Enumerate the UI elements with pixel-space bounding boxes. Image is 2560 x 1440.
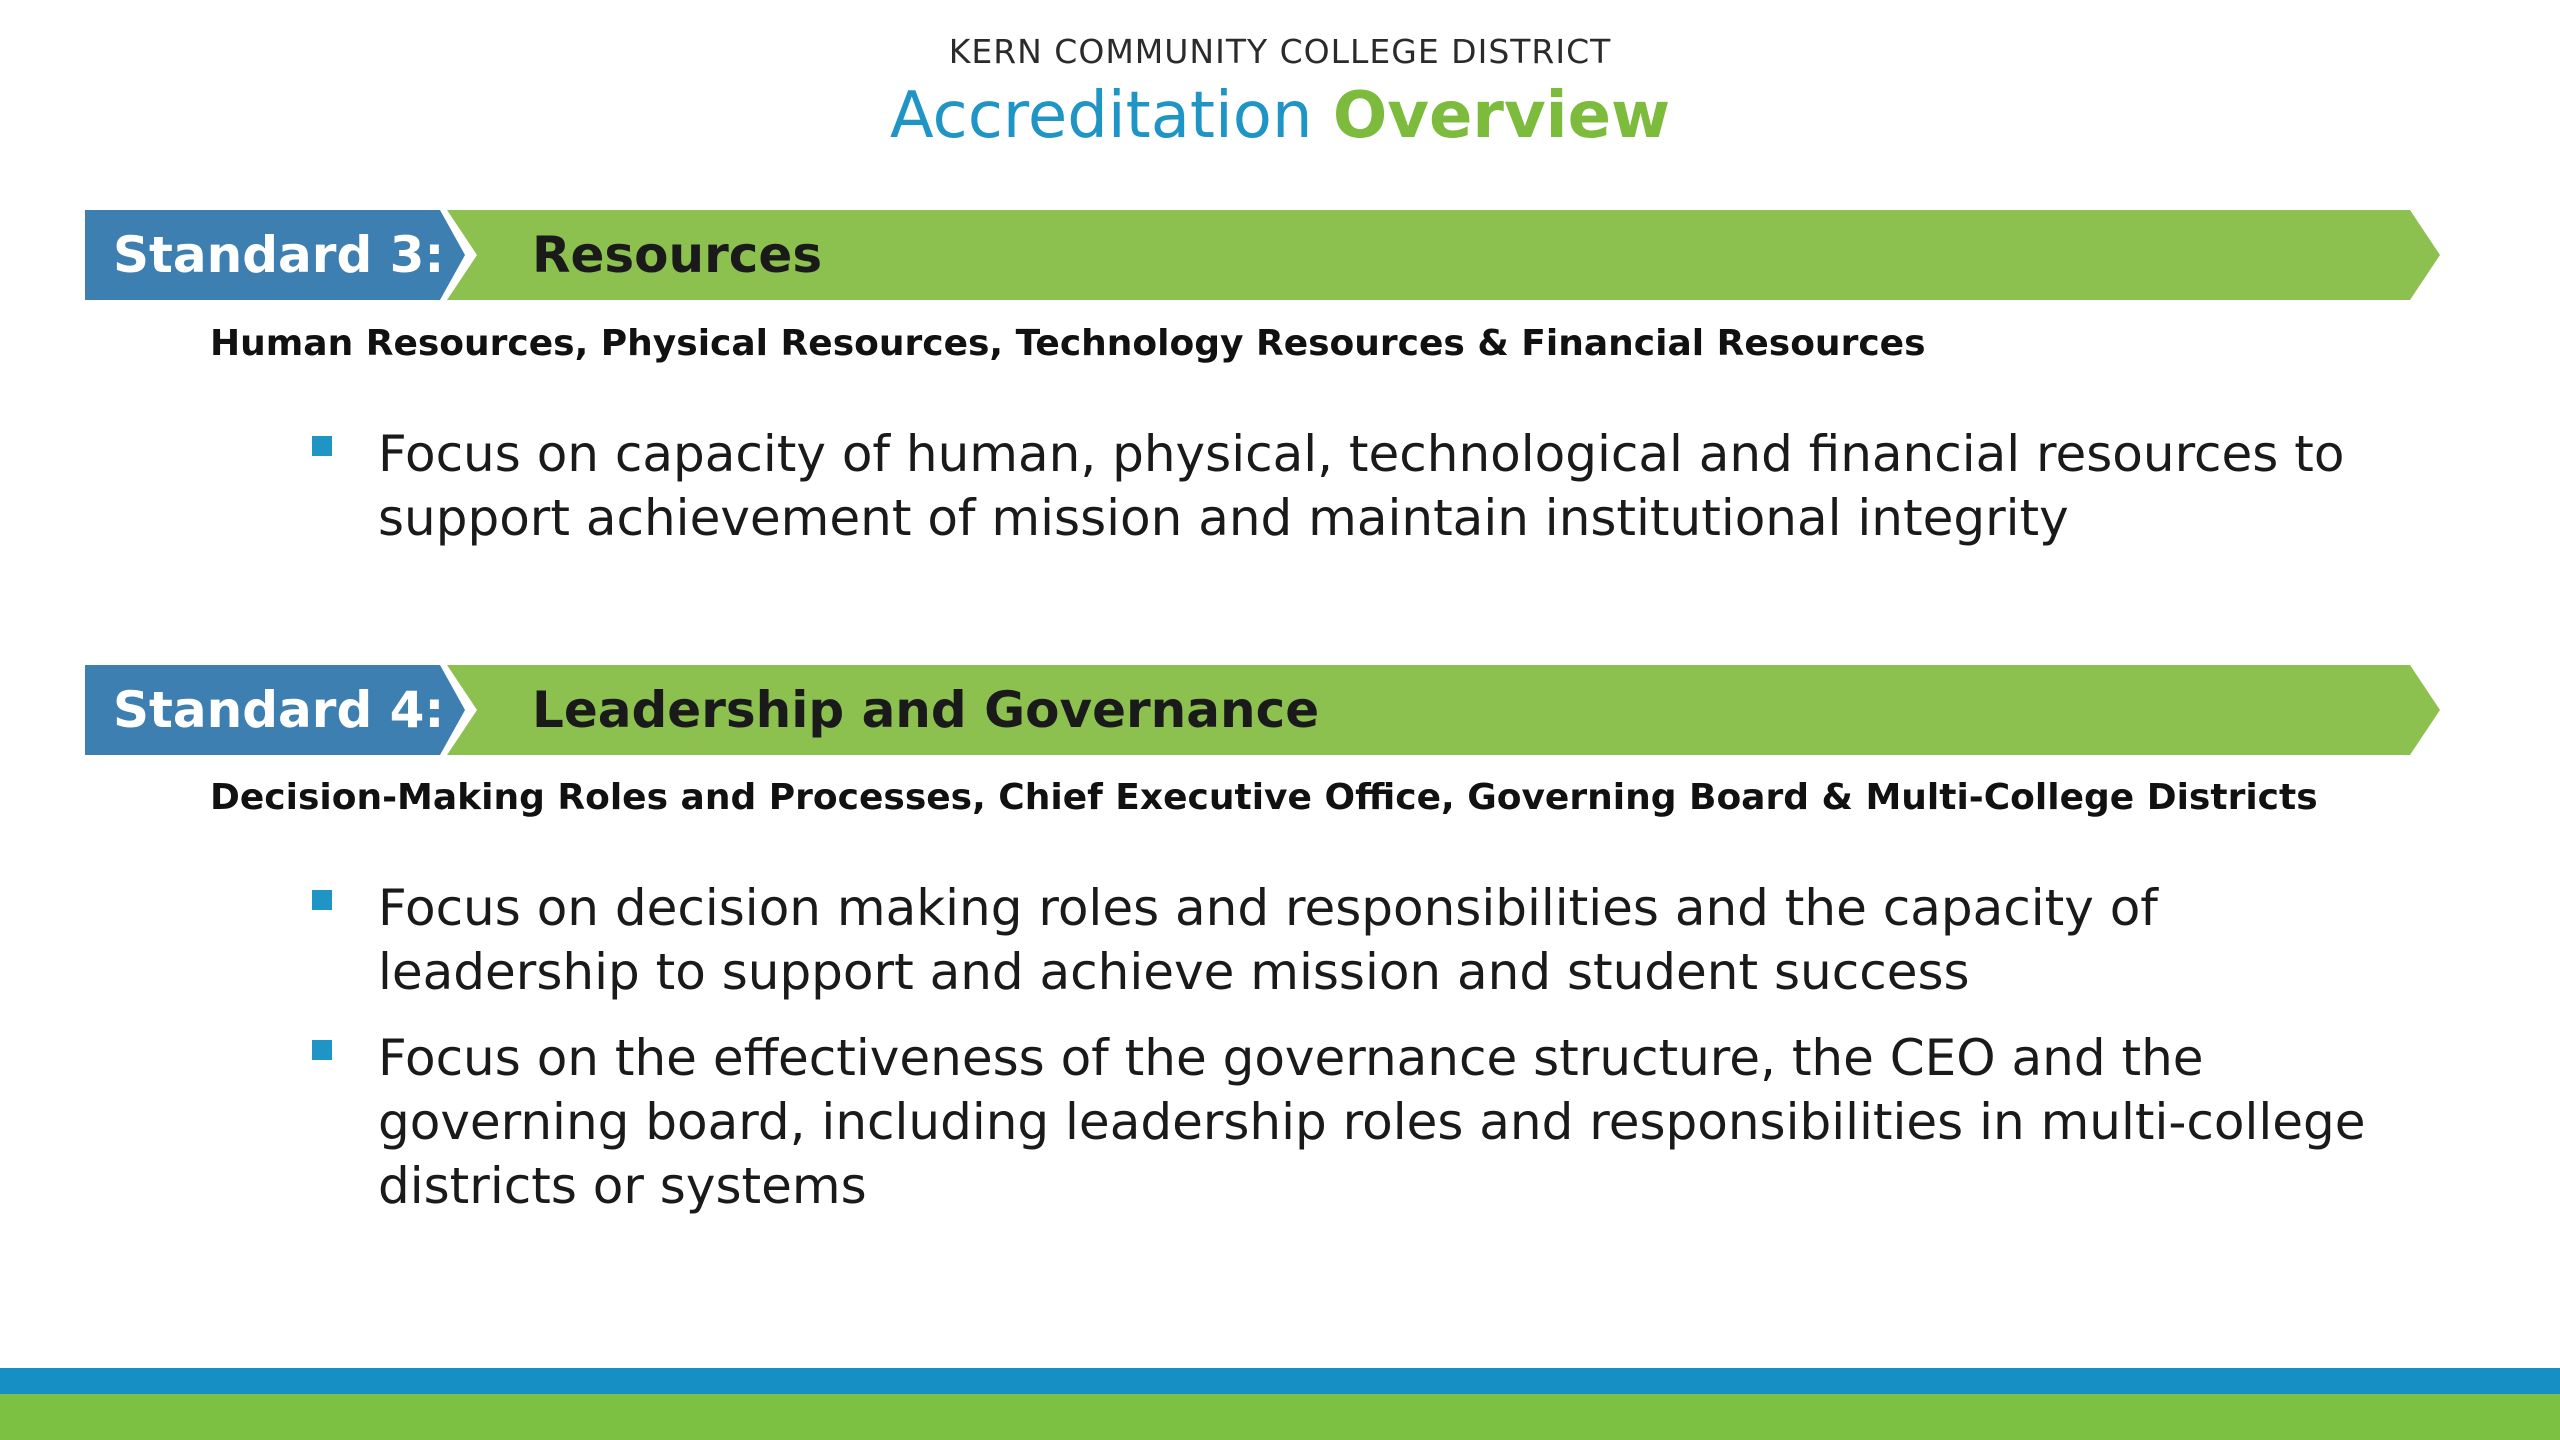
slide-title: [0, 76, 2560, 156]
square-bullet-icon: [312, 890, 332, 910]
square-bullet-icon: [312, 436, 332, 456]
standard-4-subtitle: Decision-Making Roles and Processes, Chief Executive Office, Governing Board & Multi-College Districts: [210, 777, 2318, 818]
standard-3-banner: [85, 210, 2440, 300]
title-part-accreditation: Accreditation: [889, 79, 1313, 153]
square-bullet-icon: [312, 1040, 332, 1060]
bullet-text: Focus on the effectiveness of the governance structure, the CEO and the governing board, including leadership roles and responsibilities in multi-college districts or systems: [378, 1029, 2366, 1215]
list-item: [310, 876, 2420, 1004]
bullet-text: Focus on capacity of human, physical, technological and financial resources to support achievement of mission and maintain institutional integrity: [378, 425, 2345, 547]
footer-bar-blue: [0, 1368, 2560, 1394]
standard-4-banner: [85, 665, 2440, 755]
standard-3-subtitle: Human Resources, Physical Resources, Technology Resources & Financial Resources: [210, 323, 1926, 364]
footer-bar-green: [0, 1394, 2560, 1440]
standard-3-bullet-list: [310, 422, 2420, 572]
standard-4-name: Leadership and Governance: [532, 681, 1320, 739]
standard-3-name: Resources: [532, 226, 823, 284]
list-item: [310, 1026, 2420, 1218]
list-item: [310, 422, 2420, 550]
organization-name: KERN COMMUNITY COLLEGE DISTRICT: [948, 32, 1612, 71]
title-part-overview: Overview: [1332, 79, 1671, 153]
standard-3-label: Standard 3:: [113, 226, 445, 284]
bullet-text: Focus on decision making roles and responsibilities and the capacity of leadership to support and achieve mission and student success: [378, 879, 2158, 1001]
slide-header: [0, 30, 2560, 156]
standard-4-label: Standard 4:: [113, 681, 445, 739]
standard-4-bullet-list: [310, 876, 2420, 1240]
